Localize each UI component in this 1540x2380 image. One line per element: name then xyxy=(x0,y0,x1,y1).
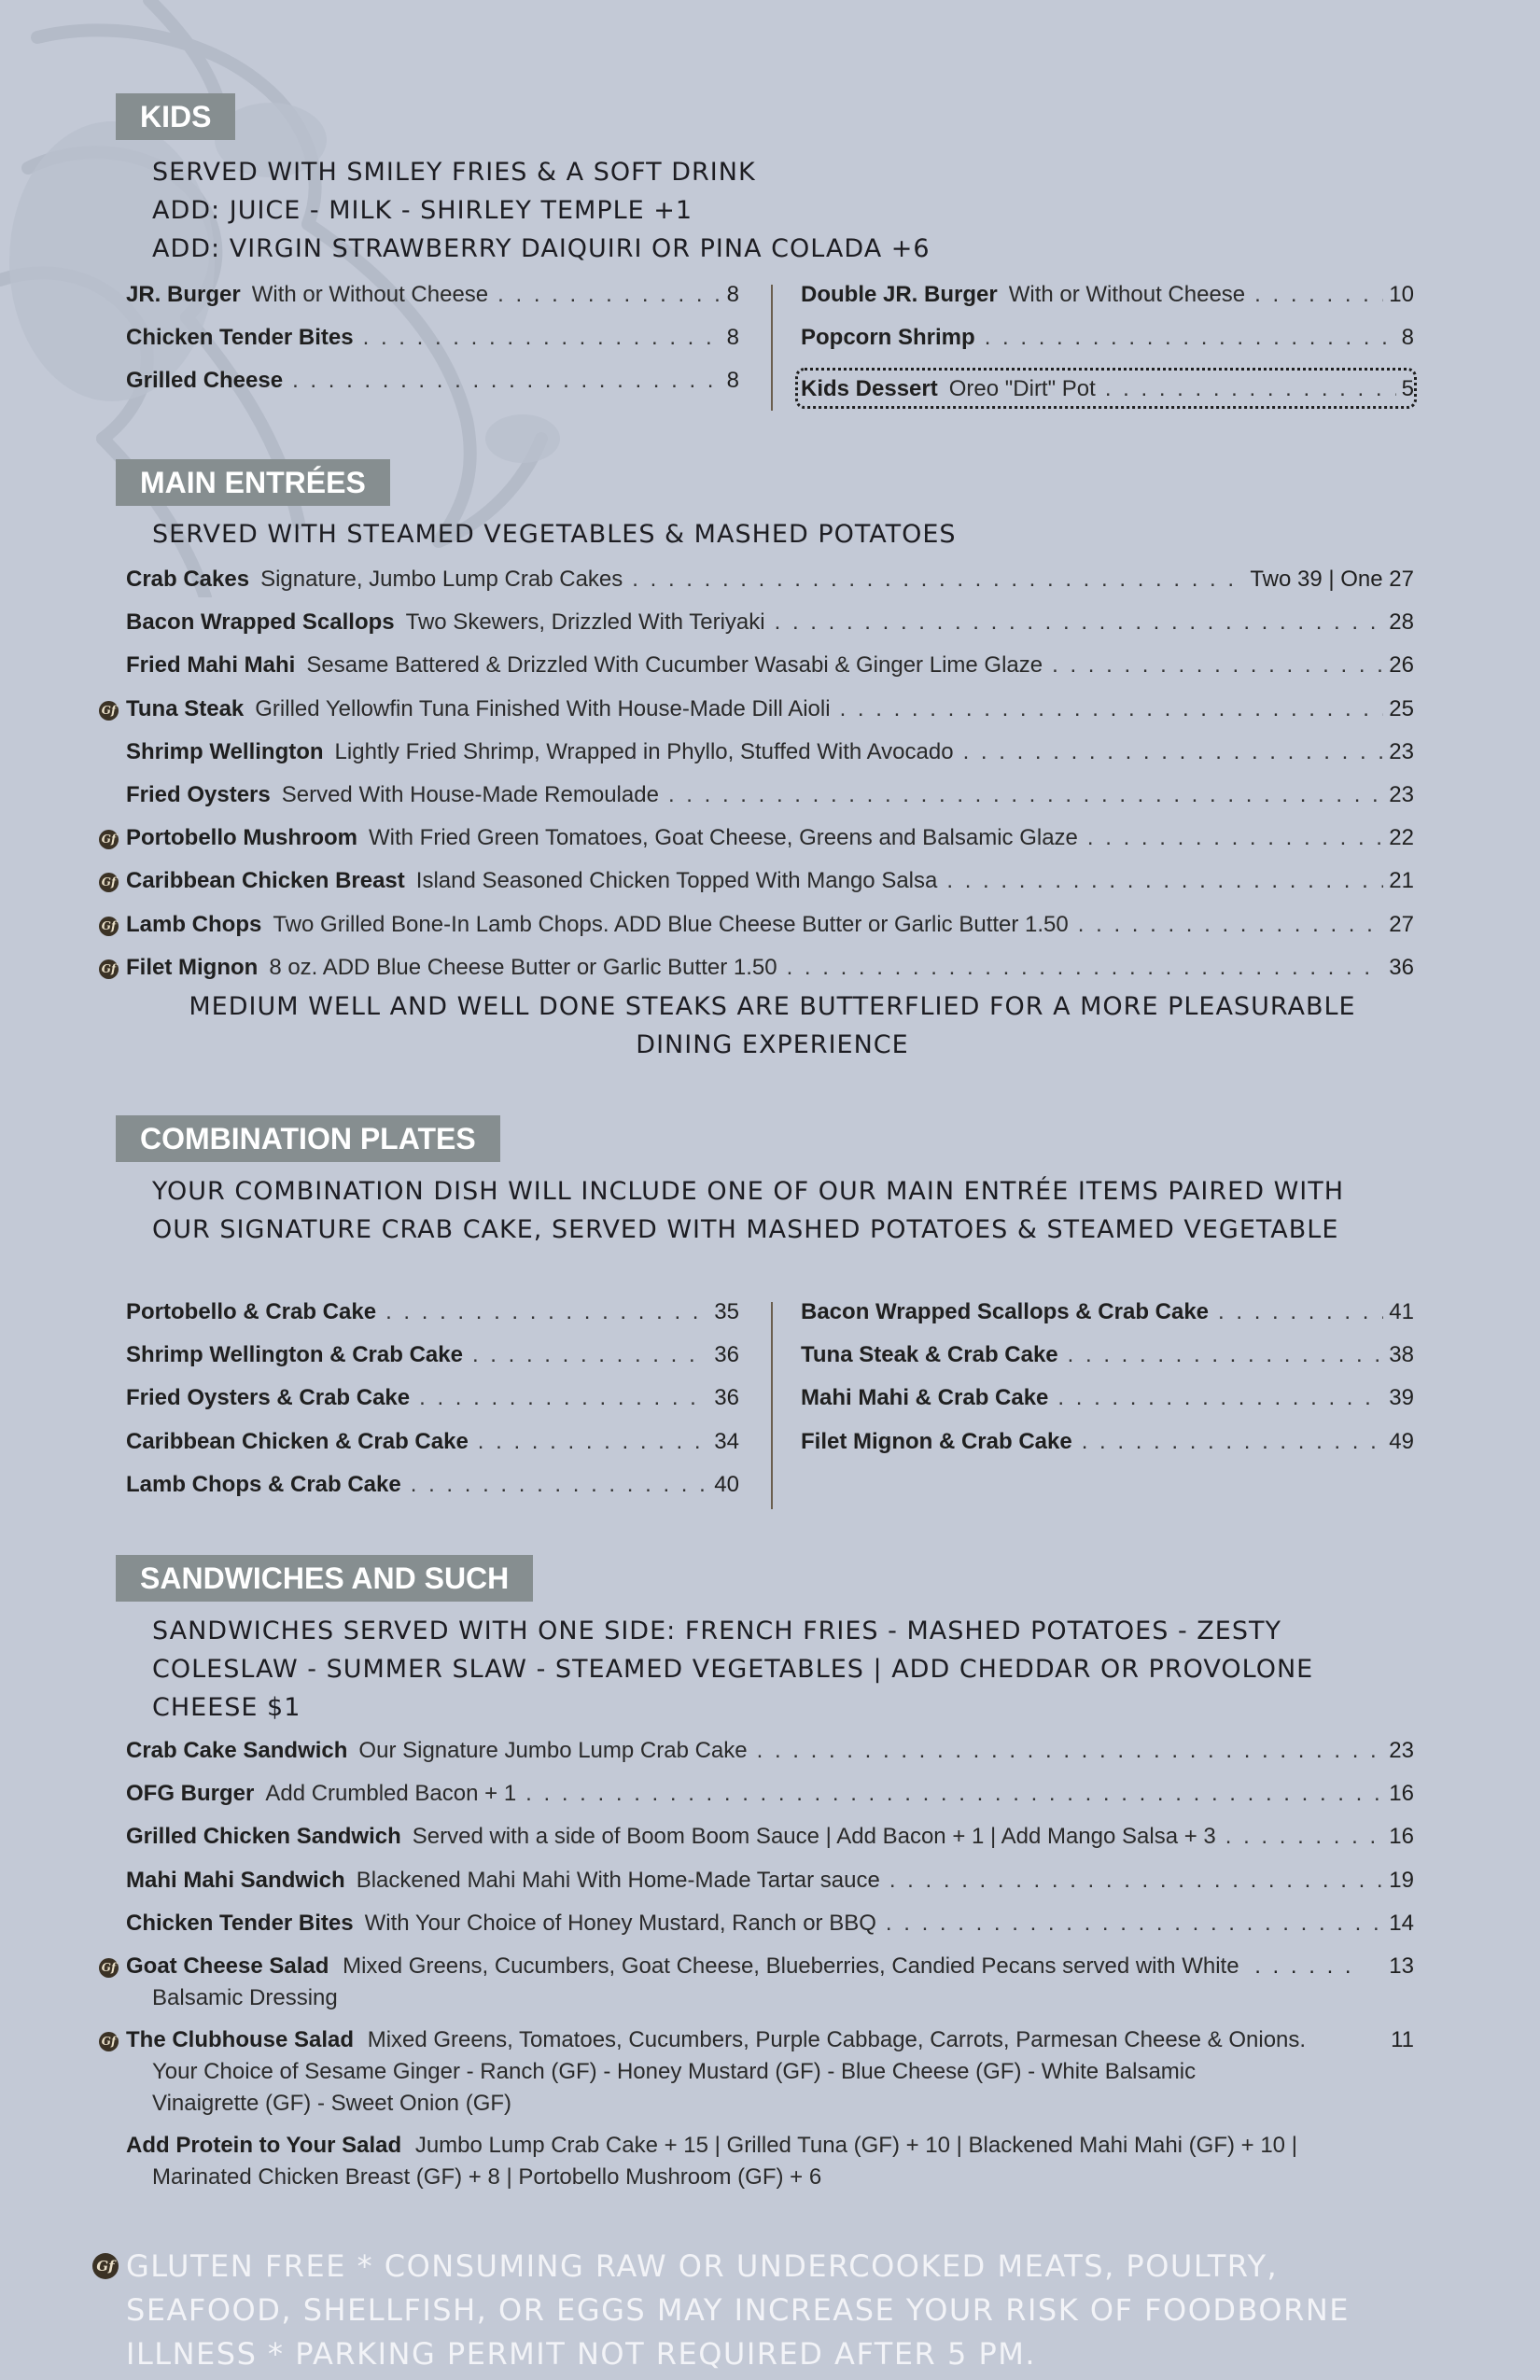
menu-item xyxy=(801,1339,1414,1371)
leader-dots xyxy=(1052,650,1383,681)
item-description: Add Crumbled Bacon + 1 xyxy=(265,1781,517,1807)
item-name: Fried Oysters & Crab Cake xyxy=(126,1385,411,1411)
leader-dots xyxy=(478,1426,709,1458)
main-entrees-section-badge: MAIN ENTRÉES xyxy=(116,459,390,506)
item-price: 21 xyxy=(1389,868,1414,894)
gluten-free-icon: Gf xyxy=(99,1958,119,1978)
kids-note-2: ADD: JUICE - MILK - SHIRLEY TEMPLE +1 xyxy=(152,196,693,225)
leader-dots xyxy=(411,1469,709,1501)
leader-dots xyxy=(840,693,1384,725)
item-name: Crab Cakes xyxy=(126,567,250,592)
item-description: Served with a side of Boom Boom Sauce | Add Bacon + 1 | Add Mango Salsa + 3 xyxy=(412,1824,1216,1850)
leader-dots xyxy=(985,322,1396,354)
menu-item xyxy=(801,1426,1414,1458)
item-name: Bacon Wrapped Scallops xyxy=(126,609,395,636)
item-description: Oreo "Dirt" Pot xyxy=(948,376,1096,401)
kids-note-3: ADD: VIRGIN STRAWBERRY DAIQUIRI OR PINA COLADA +6 xyxy=(152,234,931,263)
item-name: Chicken Tender Bites xyxy=(126,325,354,350)
item-description: With or Without Cheese xyxy=(1008,282,1246,307)
leader-dots xyxy=(472,1339,708,1371)
item-price: 34 xyxy=(714,1428,739,1454)
sandwiches-section-badge: SANDWICHES AND SUCH xyxy=(116,1555,533,1602)
menu-item xyxy=(126,1908,1414,1939)
leader-dots xyxy=(385,1296,708,1328)
leader-dots xyxy=(1254,279,1383,311)
menu-item xyxy=(801,373,1414,405)
item-name: Tuna Steak & Crab Cake xyxy=(801,1342,1058,1368)
item-price: 35 xyxy=(714,1299,739,1324)
item-price: 36 xyxy=(714,1342,739,1368)
item-description-continued: Your Choice of Sesame Ginger - Ranch (GF) - Honey Mustard (GF) - Blue Cheese (GF) - White Balsamic xyxy=(152,2059,1197,2084)
menu-item xyxy=(126,564,1414,595)
item-name: Lamb Chops & Crab Cake xyxy=(126,1471,401,1497)
item-price: 10 xyxy=(1389,282,1414,307)
leader-dots xyxy=(1105,373,1396,405)
menu-item xyxy=(126,1426,739,1458)
leader-dots xyxy=(632,564,1244,595)
gluten-free-icon: Gf xyxy=(99,917,119,936)
menu-item xyxy=(126,822,1414,854)
item-description: Jumbo Lump Crab Cake + 15 | Grilled Tuna (GF) + 10 | Blackened Mahi Mahi (GF) + 10 | xyxy=(414,2133,1297,2158)
kids-section-badge: KIDS xyxy=(116,93,235,140)
menu-item-goat-cheese-salad xyxy=(126,1951,1414,2014)
item-description: Lightly Fried Shrimp, Wrapped in Phyllo, Stuffed With Avocado xyxy=(334,738,954,764)
menu-item xyxy=(126,365,739,397)
menu-item xyxy=(126,279,739,311)
item-price: 11 xyxy=(1391,2027,1414,2052)
item-price: 36 xyxy=(1389,954,1414,980)
item-price: Two 39 | One 27 xyxy=(1250,567,1414,592)
item-name: Shrimp Wellington & Crab Cake xyxy=(126,1342,463,1368)
item-price: 16 xyxy=(1389,1824,1414,1850)
menu-item xyxy=(126,865,1414,897)
item-name: Crab Cake Sandwich xyxy=(126,1738,348,1763)
menu-item xyxy=(126,1778,1414,1810)
leader-dots xyxy=(668,779,1383,811)
menu-item xyxy=(126,322,739,354)
item-name: Lamb Chops xyxy=(126,911,262,937)
item-description-continued: Balsamic Dressing xyxy=(152,1985,338,2010)
item-price: 23 xyxy=(1389,782,1414,807)
item-price: 19 xyxy=(1389,1867,1414,1893)
item-price: 27 xyxy=(1389,911,1414,937)
item-name: Goat Cheese Salad xyxy=(126,1953,329,1979)
item-name: Grilled Chicken Sandwich xyxy=(126,1824,401,1850)
item-description: Sesame Battered & Drizzled With Cucumber Wasabi & Ginger Lime Glaze xyxy=(306,652,1043,679)
item-description: Blackened Mahi Mahi With Home-Made Tartar sauce xyxy=(356,1867,880,1893)
item-description-continued: Marinated Chicken Breast (GF) + 8 | Portobello Mushroom (GF) + 6 xyxy=(152,2164,822,2190)
leader-dots xyxy=(525,1778,1383,1810)
item-name: Bacon Wrapped Scallops & Crab Cake xyxy=(801,1299,1210,1324)
leader-dots: . . . . . . xyxy=(1254,1953,1354,1979)
gluten-free-icon: Gf xyxy=(92,2253,119,2279)
leader-dots xyxy=(757,1735,1384,1767)
item-name: Portobello Mushroom xyxy=(126,825,357,851)
menu-item xyxy=(126,650,1414,681)
leader-dots xyxy=(963,736,1384,768)
item-description: Our Signature Jumbo Lump Crab Cake xyxy=(358,1738,748,1763)
combination-plates-note: YOUR COMBINATION DISH WILL INCLUDE ONE OF OUR MAIN ENTRÉE ITEMS PAIRED WITH OUR SIGNATURE CRAB CAKE, SERVED WITH MASHED POTATOES & STEAMED VEGETABLE xyxy=(152,1177,1345,1244)
item-description: Grilled Yellowfin Tuna Finished With House-Made Dill Aioli xyxy=(255,695,831,721)
gluten-free-icon: Gf xyxy=(99,830,119,849)
item-description: Served With House-Made Remoulade xyxy=(281,782,659,807)
item-price: 23 xyxy=(1389,738,1414,764)
kids-column-divider xyxy=(771,285,773,411)
gluten-free-icon: Gf xyxy=(99,701,119,721)
menu-item-clubhouse-salad xyxy=(126,2024,1414,2120)
menu-item xyxy=(126,693,1414,725)
leader-dots xyxy=(1082,1426,1384,1458)
menu-item xyxy=(126,1339,739,1371)
combination-plates-section-badge: COMBINATION PLATES xyxy=(116,1115,500,1162)
item-description: Mixed Greens, Tomatoes, Cucumbers, Purple Cabbage, Carrots, Parmesan Cheese & Onions. xyxy=(367,2027,1307,2052)
menu-item xyxy=(126,952,1414,984)
item-description: Two Grilled Bone-In Lamb Chops. ADD Blue Cheese Butter or Garlic Butter 1.50 xyxy=(273,911,1069,937)
item-price: 38 xyxy=(1389,1342,1414,1368)
leader-dots xyxy=(363,322,721,354)
leader-dots xyxy=(787,952,1384,984)
leader-dots xyxy=(497,279,721,311)
item-name: Add Protein to Your Salad xyxy=(126,2133,402,2158)
menu-item xyxy=(126,1382,739,1414)
menu-item xyxy=(126,1296,739,1328)
item-price: 49 xyxy=(1389,1428,1414,1454)
item-description: Signature, Jumbo Lump Crab Cakes xyxy=(260,567,623,592)
item-name: Tuna Steak xyxy=(126,695,245,721)
main-entrees-note: SERVED WITH STEAMED VEGETABLES & MASHED POTATOES xyxy=(152,520,957,549)
item-price: 5 xyxy=(1401,376,1414,401)
menu-item xyxy=(801,1382,1414,1414)
menu-item xyxy=(126,607,1414,638)
item-price: 40 xyxy=(714,1471,739,1497)
item-price: 22 xyxy=(1389,825,1414,851)
item-description: Two Skewers, Drizzled With Teriyaki xyxy=(405,609,765,636)
item-name: Filet Mignon xyxy=(126,954,259,980)
item-name: The Clubhouse Salad xyxy=(126,2027,355,2052)
item-description: 8 oz. ADD Blue Cheese Butter or Garlic Butter 1.50 xyxy=(269,954,777,980)
item-description-continued: Vinaigrette (GF) - Sweet Onion (GF) xyxy=(152,2091,512,2116)
item-price: 8 xyxy=(1401,325,1414,350)
item-price: 16 xyxy=(1389,1781,1414,1807)
leader-dots xyxy=(292,365,721,397)
kids-note-1: SERVED WITH SMILEY FRIES & A SOFT DRINK xyxy=(152,158,756,187)
menu-item xyxy=(801,1296,1414,1328)
leader-dots xyxy=(1078,909,1384,941)
menu-item xyxy=(801,279,1414,311)
menu-item xyxy=(126,736,1414,768)
gluten-free-icon: Gf xyxy=(99,959,119,979)
item-name: Grilled Cheese xyxy=(126,368,284,393)
menu-item-add-protein xyxy=(126,2130,1414,2193)
item-price: 39 xyxy=(1389,1385,1414,1411)
steak-note: MEDIUM WELL AND WELL DONE STEAKS ARE BUTTERFLIED FOR A MORE PLEASURABLE DINING EXPERIENCE xyxy=(189,992,1356,1059)
gluten-free-icon: Gf xyxy=(99,873,119,892)
item-price: 41 xyxy=(1389,1299,1414,1324)
leader-dots xyxy=(1218,1296,1383,1328)
item-name: Shrimp Wellington xyxy=(126,738,324,764)
leader-dots xyxy=(886,1908,1383,1939)
item-price: 8 xyxy=(726,368,739,393)
leader-dots xyxy=(775,607,1384,638)
item-name: Popcorn Shrimp xyxy=(801,325,975,350)
item-name: Mahi Mahi Sandwich xyxy=(126,1867,345,1893)
leader-dots xyxy=(889,1865,1383,1897)
menu-item xyxy=(126,779,1414,811)
combos-column-divider xyxy=(771,1302,773,1509)
item-name: Chicken Tender Bites xyxy=(126,1910,354,1936)
item-name: Kids Dessert xyxy=(801,376,938,401)
leader-dots xyxy=(1057,1382,1383,1414)
leader-dots xyxy=(946,865,1383,897)
item-description: With or Without Cheese xyxy=(251,282,489,307)
item-description: With Fried Green Tomatoes, Goat Cheese, Greens and Balsamic Glaze xyxy=(369,825,1078,851)
item-description: Island Seasoned Chicken Topped With Mango Salsa xyxy=(415,868,938,894)
item-price: 36 xyxy=(714,1385,739,1411)
item-name: JR. Burger xyxy=(126,282,241,307)
menu-item xyxy=(126,1865,1414,1897)
menu-item xyxy=(801,322,1414,354)
gluten-free-icon: Gf xyxy=(99,2032,119,2051)
item-name: OFG Burger xyxy=(126,1781,255,1807)
item-price: 8 xyxy=(726,325,739,350)
item-name: Portobello & Crab Cake xyxy=(126,1299,377,1324)
item-name: Fried Oysters xyxy=(126,782,271,807)
item-name: Fried Mahi Mahi xyxy=(126,652,296,679)
item-price: 28 xyxy=(1389,609,1414,636)
item-name: Mahi Mahi & Crab Cake xyxy=(801,1385,1049,1411)
item-name: Caribbean Chicken Breast xyxy=(126,868,405,894)
leader-dots xyxy=(419,1382,708,1414)
menu-item xyxy=(126,1821,1414,1853)
item-price: 25 xyxy=(1389,695,1414,721)
footer-disclaimer: GLUTEN FREE * CONSUMING RAW OR UNDERCOOKED MEATS, POULTRY, SEAFOOD, SHELLFISH, OR EGGS MAY INCREASE YOUR RISK OF FOODBORNE ILLNESS * PARKING PERMIT NOT REQUIRED AFTER 5 PM. xyxy=(126,2248,1350,2372)
item-price: 26 xyxy=(1389,652,1414,679)
item-price: 13 xyxy=(1389,1953,1414,1979)
item-price: 14 xyxy=(1389,1910,1414,1936)
leader-dots xyxy=(1225,1821,1384,1853)
item-name: Filet Mignon & Crab Cake xyxy=(801,1428,1072,1454)
item-price: 8 xyxy=(726,282,739,307)
menu-item xyxy=(126,1469,739,1501)
item-name: Double JR. Burger xyxy=(801,282,998,307)
item-description: With Your Choice of Honey Mustard, Ranch or BBQ xyxy=(364,1910,876,1936)
leader-dots xyxy=(1087,822,1383,854)
menu-item xyxy=(126,1735,1414,1767)
item-name: Caribbean Chicken & Crab Cake xyxy=(126,1428,469,1454)
leader-dots xyxy=(1068,1339,1384,1371)
sandwiches-note: SANDWICHES SERVED WITH ONE SIDE: FRENCH FRIES - MASHED POTATOES - ZESTY COLESLAW - SUMMER SLAW - STEAMED VEGETABLES | ADD CHEDDAR OR PROVOLONE CHEESE $1 xyxy=(152,1617,1314,1722)
item-price: 23 xyxy=(1389,1738,1414,1763)
menu-item xyxy=(126,909,1414,941)
item-description: Mixed Greens, Cucumbers, Goat Cheese, Blueberries, Candied Pecans served with White xyxy=(343,1953,1239,1979)
